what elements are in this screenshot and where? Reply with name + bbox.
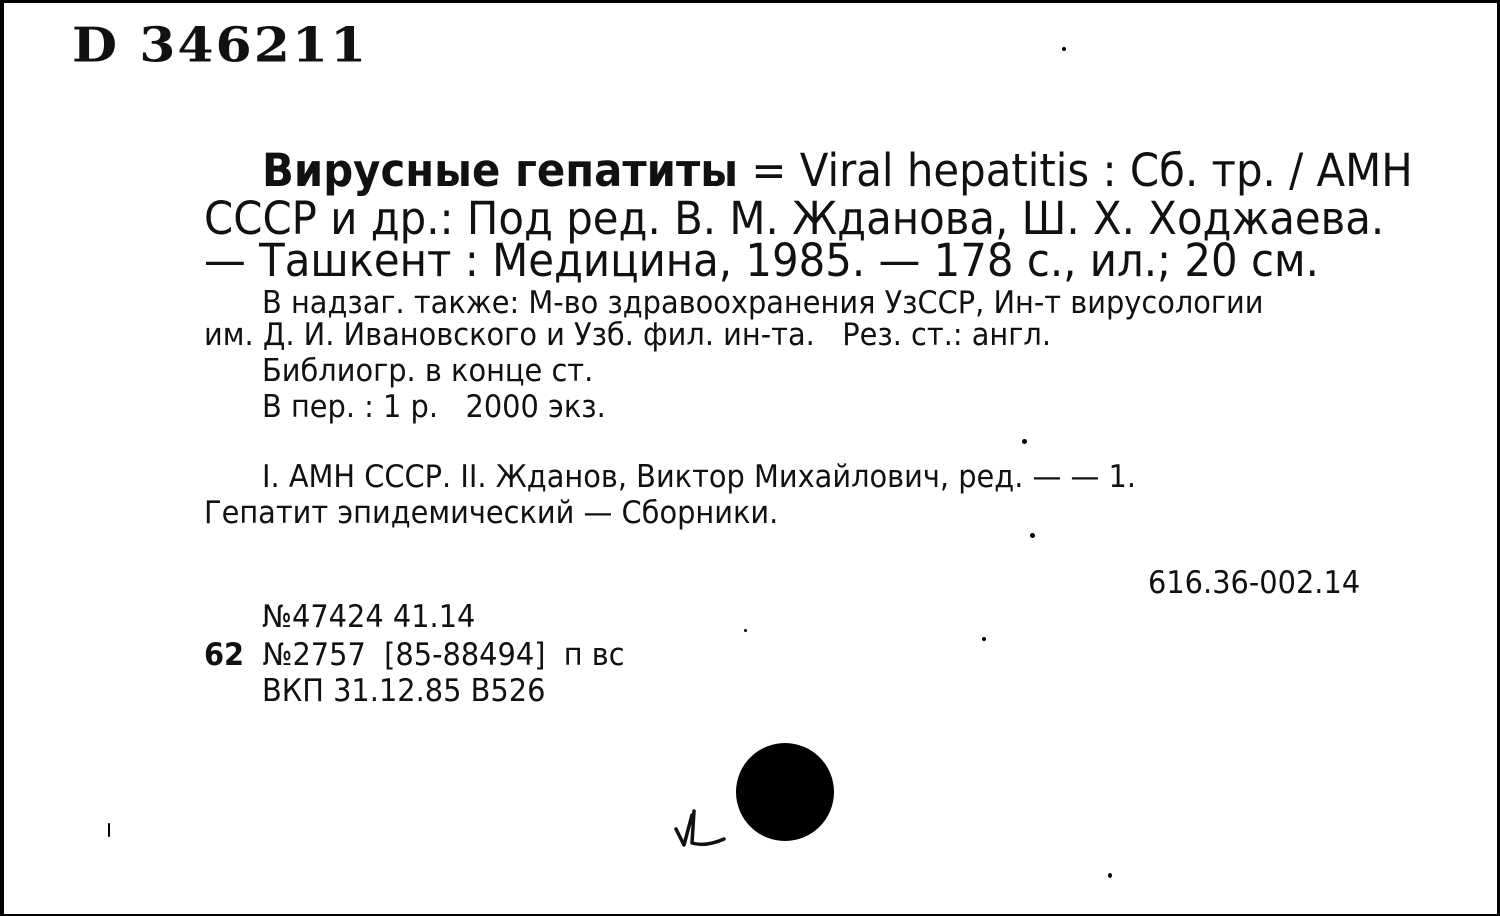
note-line-4: В пер. : 1 р. 2000 экз.	[262, 389, 606, 425]
footer-line-2	[204, 637, 625, 674]
speck	[1022, 439, 1027, 444]
entry-title: Вирусные гепатиты	[262, 144, 739, 197]
entry-title-rest: = Viral hepatitis : Сб. тр. / АМН	[738, 144, 1413, 197]
classification-number: 616.36-002.14	[1148, 565, 1361, 601]
call-number: D 346211	[72, 17, 369, 74]
note-line-1: В надзаг. также: М-во здравоохранения УзССР, Ин-т вирусологии	[262, 285, 1264, 321]
speck	[744, 629, 747, 632]
footer-line-2-rest: №2757 [85-88494] п вс	[262, 637, 625, 673]
speck	[1062, 47, 1066, 51]
entry-line-2: СССР и др.: Под ред. В. М. Жданова, Ш. Х. Ходжаева.	[204, 192, 1385, 245]
footer-line-3: ВКП 31.12.85 В526	[262, 673, 546, 709]
entry-line-1	[262, 145, 1413, 196]
handwritten-mark	[672, 803, 732, 853]
speck	[982, 637, 986, 641]
speck	[108, 823, 110, 837]
speck	[1108, 873, 1112, 878]
entry-line-3: — Ташкент : Медицина, 1985. — 178 с., ил.; 20 см.	[204, 234, 1319, 287]
tracing-line-2: Гепатит эпидемический — Сборники.	[204, 495, 779, 531]
footer-number: 62	[204, 637, 245, 673]
footer-line-1: №47424 41.14	[262, 599, 476, 635]
note-line-3: Библиогр. в конце ст.	[262, 353, 594, 389]
punch-hole	[736, 743, 834, 841]
tracing-line-1: I. АМН СССР. II. Жданов, Виктор Михайлович, ред. — — 1.	[262, 459, 1137, 495]
speck	[1030, 533, 1035, 538]
note-line-2: им. Д. И. Ивановского и Узб. фил. ин-та. Рез. ст.: англ.	[204, 317, 1051, 353]
